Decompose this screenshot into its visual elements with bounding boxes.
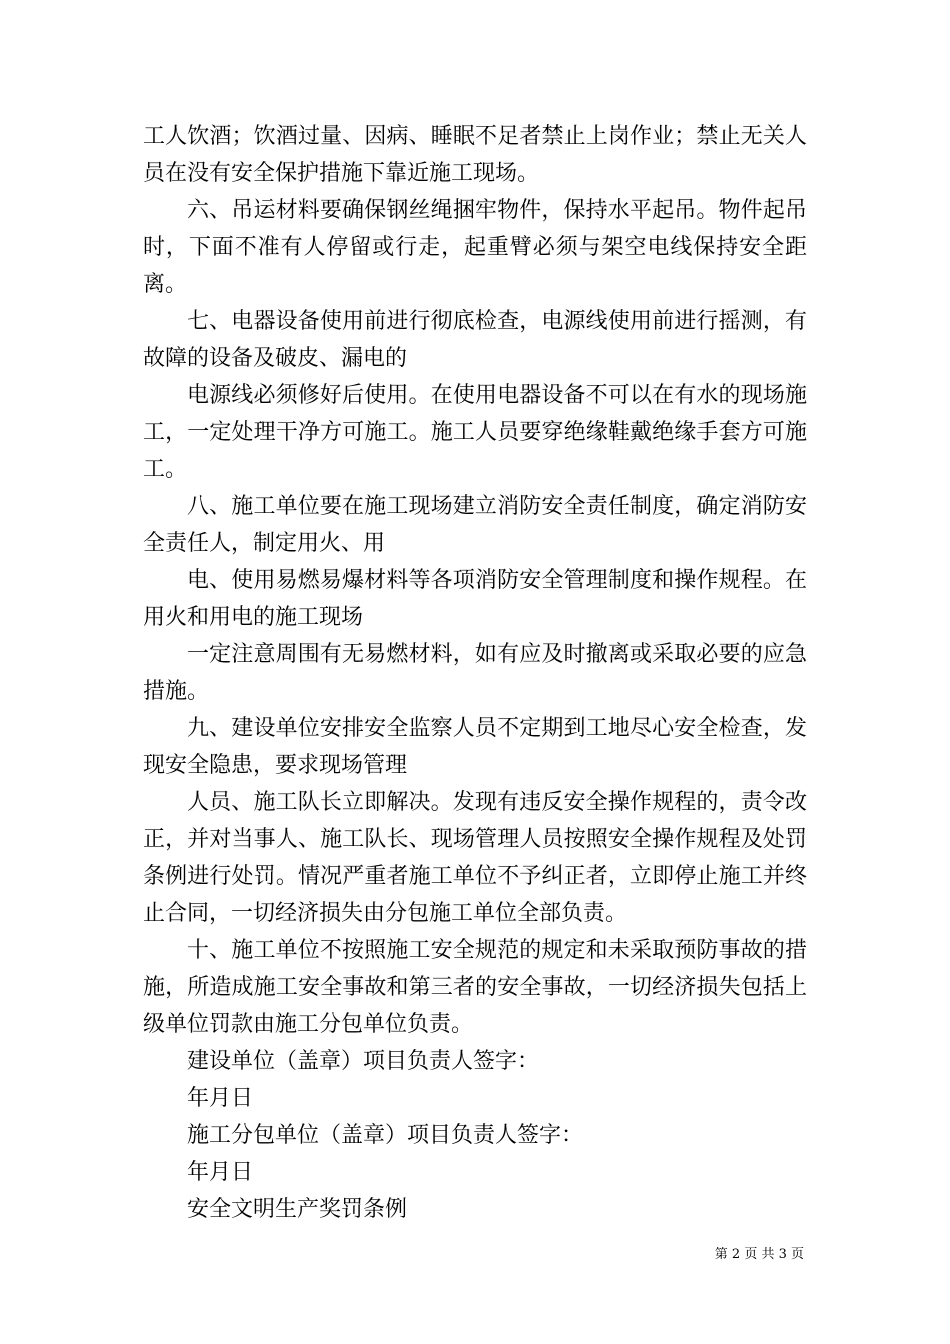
section-heading-rewards-penalties: 安全文明生产奖罚条例	[187, 1197, 408, 1222]
paragraph-item-9-continued: 人员、施工队长立即解决。发现有违反安全操作规程的，责令改正，并对当事人、施工队长、现场管理人员按照安全操作规程及处罚条例进行处罚。情况严重者施工单位不予纠正者，立即停止施工并终止合同，一切经济损失由分包施工单位全部负责。	[143, 790, 807, 926]
paragraph-item-10: 十、施工单位不按照施工安全规范的规定和未采取预防事故的措施，所造成施工安全事故和第三者的安全事故，一切经济损失包括上级单位罚款由施工分包单位负责。	[143, 938, 807, 1037]
signature-line-subcontractor: 施工分包单位（盖章）项目负责人签字：	[187, 1123, 584, 1148]
date-line-subcontractor: 年月日	[187, 1160, 254, 1185]
paragraph-item-8: 八、施工单位要在施工现场建立消防安全责任制度，确定消防安全责任人，制定用火、用	[143, 494, 807, 556]
page-number-footer: 第 2 页 共 3 页	[714, 1247, 804, 1262]
paragraph-item-8-continued: 电、使用易燃易爆材料等各项消防安全管理制度和操作规程。在用火和用电的施工现场	[143, 568, 807, 630]
date-line-builder: 年月日	[187, 1086, 254, 1111]
document-body	[143, 118, 807, 1228]
paragraph-item-6: 六、吊运材料要确保钢丝绳捆牢物件，保持水平起吊。物件起吊时，下面不准有人停留或行走，起重臂必须与架空电线保持安全距离。	[143, 198, 807, 297]
paragraph-item-8-continued-2: 一定注意周围有无易燃材料，如有应及时撤离或采取必要的应急措施。	[143, 642, 807, 704]
signature-line-builder: 建设单位（盖章）项目负责人签字：	[187, 1049, 540, 1074]
paragraph-item-9: 九、建设单位安排安全监察人员不定期到工地尽心安全检查，发现安全隐患，要求现场管理	[143, 716, 807, 778]
paragraph-item-7: 七、电器设备使用前进行彻底检查，电源线使用前进行摇测，有故障的设备及破皮、漏电的	[143, 309, 807, 371]
paragraph-item-7-continued: 电源线必须修好后使用。在使用电器设备不可以在有水的现场施工，一定处理干净方可施工。施工人员要穿绝缘鞋戴绝缘手套方可施工。	[143, 383, 807, 482]
paragraph-continuation: 工人饮酒；饮酒过量、因病、睡眠不足者禁止上岗作业；禁止无关人员在没有安全保护措施下靠近施工现场。	[143, 124, 807, 186]
